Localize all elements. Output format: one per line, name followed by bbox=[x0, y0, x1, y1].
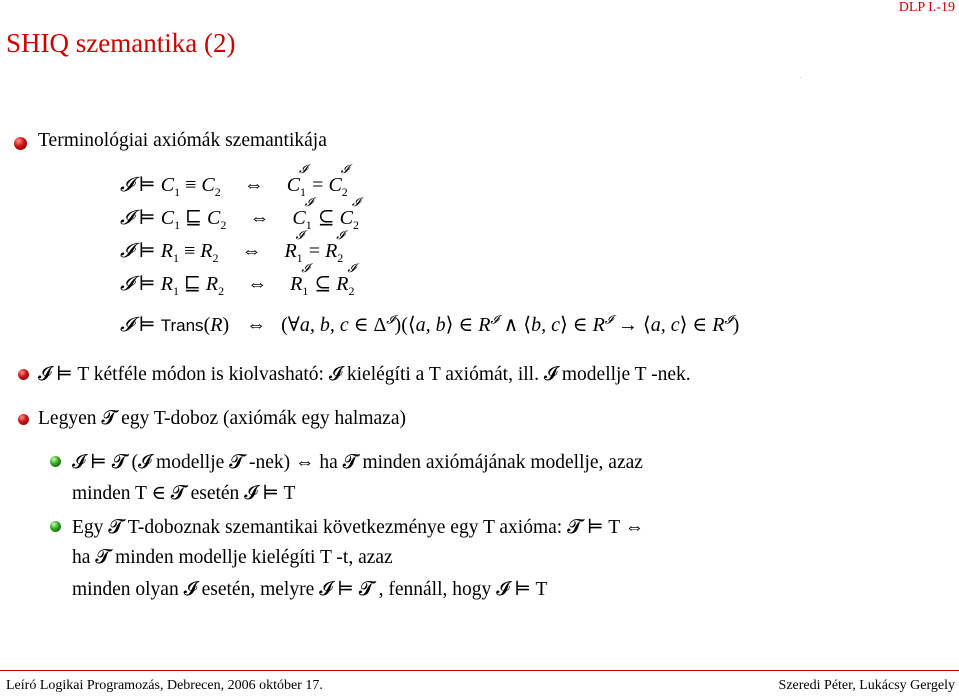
section-heading: Terminológiai axiómák szemantikája bbox=[38, 130, 327, 151]
footer-left: Leíró Logikai Programozás, Debrecen, 2006 október 17. bbox=[6, 678, 323, 693]
slide-number: DLP I.-19 bbox=[898, 0, 955, 15]
sub-bullet-2-line-3: minden olyan 𝓘 esetén, melyre 𝓘 ⊨ 𝓣 , fennáll, hogy 𝓘 ⊨ T bbox=[72, 579, 548, 600]
sub-bullet-1-line-2: minden T ∈ 𝓣 esetén 𝓘 ⊨ T bbox=[72, 483, 296, 504]
sub-bullet-icon bbox=[50, 456, 61, 467]
axiom-3-lhs: 𝓘 ⊨ $R_1 \equiv R_2$ bbox=[120, 240, 219, 265]
axiom-row-3: 𝓘 ⊨ $R_1 \equiv R_2$ ⇔ $R_1^𝓘 = R_2^𝓘$ bbox=[120, 228, 345, 265]
axiom-2-lhs: 𝓘 ⊨ $C_1$ ⊑ $C_2$ bbox=[120, 207, 227, 232]
sub-bullet-2-line-2: ha 𝓣 minden modellje kielégíti T -t, azaz bbox=[72, 547, 393, 568]
axiom-row-1: 𝓘 ⊨ $C_1 \equiv C_2$ ⇔ $C_1^𝓘 = C_2^𝓘$ bbox=[120, 162, 349, 199]
bullet-2-text: 𝓘 ⊨ T kétféle módon is kiolvasható: 𝓘 kielégíti a T axiómát, ill. 𝓘 modellje T -nek. bbox=[38, 364, 691, 385]
bullet-icon bbox=[18, 369, 29, 380]
axiom-4-lhs: 𝓘 ⊨ $R_1$ ⊑ $R_2$ bbox=[120, 273, 225, 298]
axiom-1-lhs: 𝓘 ⊨ $C_1 \equiv C_2$ bbox=[120, 174, 221, 199]
bullet-3-text: Legyen 𝓣 egy T-doboz (axiómák egy halmaza) bbox=[38, 408, 406, 429]
axiom-5-lhs: 𝓘 ⊨ Trans(R) bbox=[120, 314, 230, 336]
page-title: SHIQ szemantika (2) bbox=[6, 28, 236, 58]
bullet-icon bbox=[18, 414, 29, 425]
sub-bullet-2-line-1: Egy 𝓣 T-doboznak szemantikai következménye egy T axióma: 𝓣 ⊨ T ⇔ bbox=[72, 517, 645, 538]
axiom-1-rhs: $C_1^𝓘 = C_2^𝓘$ bbox=[286, 162, 349, 199]
sub-bullet-icon bbox=[50, 521, 61, 532]
axiom-5-rhs: (∀a, b, c ∈ $\Delta^𝓘)(⟨a$, b⟩ ∈ $R^𝓘$ ∧ ⟨b, c⟩ ∈ $R^𝓘$ → ⟨a, c⟩ ∈ $R^𝓘$) bbox=[281, 312, 740, 336]
axiom-row-5: 𝓘 ⊨ Trans(R) ⇔ (∀a, b, c ∈ $\Delta^𝓘)(⟨a$, b⟩ ∈ $R^𝓘$ ∧ ⟨b, c⟩ ∈ $R^𝓘$ → ⟨a, c⟩ ∈ $R^𝓘$) bbox=[120, 312, 740, 336]
dot-mark: . bbox=[800, 74, 802, 80]
footer-right: Szeredi Péter, Lukácsy Gergely bbox=[778, 678, 955, 693]
footer-divider bbox=[0, 670, 959, 671]
axiom-3-rhs: $R_1^𝓘 = R_2^𝓘$ bbox=[284, 228, 345, 265]
axiom-row-2: 𝓘 ⊨ $C_1$ ⊑ $C_2$ ⇔ $C_1^𝓘$ ⊆ $C_2^𝓘$ bbox=[120, 195, 361, 232]
bullet-icon bbox=[14, 137, 27, 150]
axiom-2-rhs: $C_1^𝓘$ ⊆ $C_2^𝓘$ bbox=[292, 195, 361, 232]
sub-bullet-1-line-1: 𝓘 ⊨ 𝓣 (𝓘 modellje 𝓣 -nek) ⇔ ha 𝓣 minden axiómájának modellje, azaz bbox=[72, 452, 643, 473]
axiom-4-rhs: $R_1^𝓘$ ⊆ $R_2^𝓘$ bbox=[290, 261, 356, 298]
axiom-row-4: 𝓘 ⊨ $R_1$ ⊑ $R_2$ ⇔ $R_1^𝓘$ ⊆ $R_2^𝓘$ bbox=[120, 261, 356, 298]
